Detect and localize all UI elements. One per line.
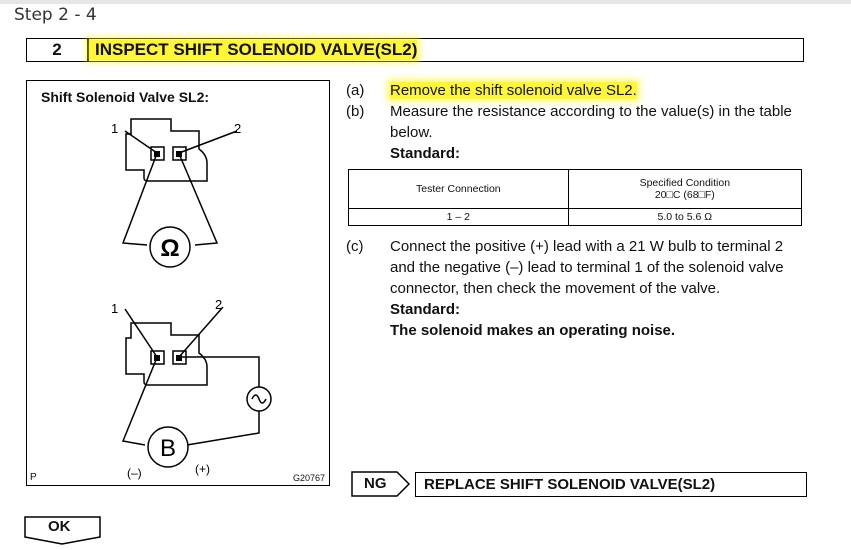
- figure-corner-label: P: [30, 472, 37, 483]
- bottom-terminal-1-label: 1: [111, 301, 119, 316]
- resistance-table: [348, 169, 802, 226]
- step-b-label: (b): [346, 103, 365, 120]
- top-terminal-1-label: 1: [111, 121, 119, 136]
- col-header-condition: [568, 170, 801, 209]
- step-c-label: (c): [346, 238, 364, 255]
- connector-housing-bottom: [126, 323, 207, 385]
- standard-label-b: Standard:: [390, 145, 461, 162]
- step-b: [346, 101, 806, 143]
- connector-housing-top: [126, 119, 207, 181]
- bottom-terminal-2-label: 2: [215, 297, 223, 312]
- top-terminal-2-label: 2: [234, 121, 242, 136]
- section-title: INSPECT SHIFT SOLENOID VALVE(SL2): [89, 40, 417, 60]
- ng-result: REPLACE SHIFT SOLENOID VALVE(SL2): [415, 472, 807, 497]
- step-b-text: Measure the resistance according to the value(s) in the table below.: [390, 103, 792, 141]
- step-c: [346, 236, 806, 299]
- step-label: Step 2 - 4: [14, 5, 97, 25]
- condition-header-line2: 20□C (68□F): [654, 189, 715, 201]
- ok-arrow-box[interactable]: [24, 516, 98, 538]
- top-bar: [0, 0, 851, 4]
- wiring-illustration: [27, 81, 329, 485]
- step-c-text: Connect the positive (+) lead with a 21 W bulb to terminal 2 and the negative (–) lead to terminal 1 of the solenoid valve connector, then check the movement of the valve.: [390, 238, 784, 297]
- procedure-content: [20, 30, 820, 550]
- diagram-title: Shift Solenoid Valve SL2:: [41, 89, 210, 105]
- step-a: [346, 80, 806, 101]
- positive-lead-label: (+): [195, 462, 210, 476]
- figure-code: G20767: [292, 473, 325, 483]
- col-header-connection: Tester Connection: [349, 170, 569, 209]
- negative-lead-label: (–): [127, 466, 142, 480]
- section-title-box: [26, 38, 804, 62]
- cell-condition: 5.0 to 5.6 Ω: [568, 209, 801, 226]
- standard-label-c: Standard:: [390, 301, 461, 318]
- ng-branch: [351, 471, 807, 497]
- ok-label: OK: [48, 518, 71, 535]
- step-a-label: (a): [346, 82, 365, 99]
- step-a-text: Remove the shift solenoid valve SL2.: [390, 82, 637, 99]
- ng-label: NG: [364, 475, 387, 492]
- standard-result-c: The solenoid makes an operating noise.: [390, 322, 676, 339]
- ng-arrow-box[interactable]: [351, 471, 411, 497]
- ohm-symbol: Ω: [160, 235, 180, 262]
- solenoid-diagram: [26, 80, 330, 486]
- cell-connection: 1 – 2: [349, 209, 569, 226]
- condition-header-line1: Specified Condition: [639, 177, 731, 189]
- section-number: 2: [27, 39, 89, 61]
- battery-symbol: B: [159, 435, 177, 462]
